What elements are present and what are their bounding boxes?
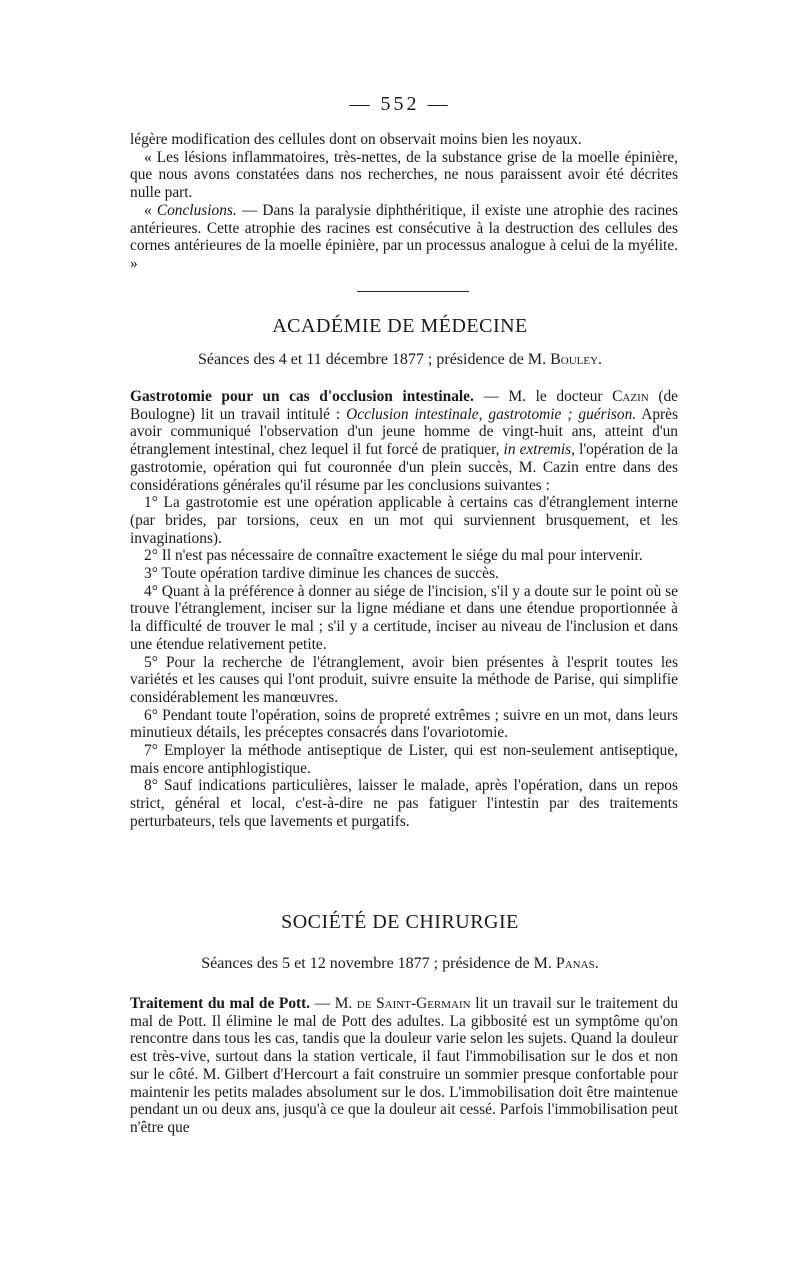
intro-paragraph-3: « Conclusions. — Dans la paralysie diphthéritique, il existe une atrophie des racines antérieures. Cette atrophie des racines est consécutive à la destruction des cellules des cornes antérieures de la moelle épinière, par un processus analogue à celui de la myélite. » <box>130 201 678 272</box>
conclusion-3: 3° Toute opération tardive diminue les chances de succès. <box>144 565 499 583</box>
gastrotomie-lead-d: l'opération de la gastrotomie, opération qui fut couronnée d'un plein succès, M. Cazin entre dans des considérations générales qu'il résume par les conclusions suivantes : <box>130 441 678 494</box>
pott-lead: — M. <box>310 995 357 1012</box>
chirurgie-session <box>0 955 800 973</box>
intro-paragraph-2: « Les lésions inflammatoires, très-nettes, de la substance grise de la moelle épinière, que nous avons constatées dans nos recherches, ne nous paraissent avoir été décrites nulle part. <box>130 148 678 202</box>
conclusion-5: 5° Pour la recherche de l'étranglement, avoir bien présentes à l'esprit toutes les variétés et les causes qui l'ont produit, suivre ensuite la méthode de Parise, qui simplifie considérablement les manœuvres. <box>130 653 678 706</box>
chirurgie-title: SOCIÉTÉ DE CHIRURGIE <box>281 911 519 933</box>
conclusions-label: Conclusions. <box>156 201 237 219</box>
gastrotomie-heading: Gastrotomie pour un cas d'occlusion intestinale. <box>130 388 474 405</box>
gastrotomie-in-extremis: in extremis, <box>503 441 575 459</box>
pott-paragraph <box>130 995 678 1137</box>
conclusion-8: 8° Sauf indications particulières, laisser le malade, après l'opération, dans un repos strict, général et local, c'est-à-dire ne pas fatiguer l'intestin par des traitements perturbateurs, tels que lavements et purgatifs. <box>130 777 678 830</box>
chirurgie-president: Panas. <box>555 955 599 972</box>
pott-body: lit un travail sur le traitement du mal de Pott. Il élimine le mal de Pott des adultes. La gibbosité est un symptôme qu'on rencontre dans tous les cas, tandis que la douleur varie selon les sujets. Quand la douleur est très-vive, surtout dans la station verticale, il faut l'immobilisation sur le dos et non sur le côté. M. Gilbert d'Hercourt a fait construire un sommier presque confortable pour maintenir les petits malades absolument sur le dos. L'immobilisation doit être maintenue pendant un ou deux ans, jusqu'à ce que la douleur ait cessé. Parfois l'immobilisation peut n'être que <box>130 995 679 1136</box>
conclusion-6: 6° Pendant toute l'opération, soins de propreté extrêmes ; suivre en un mot, dans leurs minutieux détails, les préceptes consacrés dans l'ovariotomie. <box>130 706 678 742</box>
intro-paragraph-1: légère modification des cellules dont on observait moins bien les noyaux. <box>130 131 582 148</box>
academie-president: Bouley. <box>550 351 603 368</box>
gastrotomie-lead-c: Après avoir communiqué l'observation d'un jeune homme de vingt-huit ans, atteint d'un étranglement intestinal, chez lequel il fut forcé de pratiquer, <box>130 405 678 459</box>
section-divider <box>357 291 469 292</box>
gastrotomie-author: Cazin <box>612 388 649 405</box>
conclusion-2: 2° Il n'est pas nécessaire de connaître exactement le siége du mal pour intervenir. <box>144 547 643 565</box>
pott-heading: Traitement du mal de Pott. <box>130 995 311 1012</box>
conclusion-4: 4° Quant à la préférence à donner au siége de l'incision, s'il y a doute sur le point où se trouve l'étranglement, inciser sur la ligne médiane et dans une étendue proportionnée à la difficulté de trouver le mal ; s'il y a certitude, inciser au niveau de l'inclusion et dans une étendue relativement petite. <box>130 582 678 653</box>
page-number: — 552 — <box>349 93 451 115</box>
academie-session <box>0 351 800 369</box>
chirurgie-session-text: Séances des 5 et 12 novembre 1877 ; présidence de M. <box>201 955 556 972</box>
intro-block <box>130 131 678 273</box>
gastrotomie-lead-b: (de Boulogne) lit un travail intitulé : <box>130 388 678 423</box>
conclusion-7: 7° Employer la méthode antiseptique de Lister, qui est non-seulement antiseptique, mais encore antiphlogistique. <box>130 742 678 777</box>
academie-session-text: Séances des 4 et 11 décembre 1877 ; présidence de M. <box>197 351 551 368</box>
gastrotomie-lead-a: — M. le docteur <box>473 388 613 405</box>
academie-title: ACADÉMIE DE MÉDECINE <box>272 315 528 337</box>
conclusions-text: — Dans la paralysie diphthéritique, il existe une atrophie des racines antérieures. Cette atrophie des racines est consécutive à la destruction des cellules des cornes antérieures de la moelle épinière, par un processus analogue à celui de la myélite. » <box>130 201 678 272</box>
conclusion-1: 1° La gastrotomie est une opération applicable à certains cas d'étranglement interne (par brides, par torsions, ceux en un mot qui surviennent brusquement, et les invaginations). <box>130 494 678 547</box>
chirurgie-article <box>130 995 678 1137</box>
pott-author: de Saint-Germain <box>356 995 471 1012</box>
gastrotomie-work-title: Occlusion intestinale, gastrotomie ; guérison. <box>346 405 637 423</box>
academie-article <box>130 388 678 831</box>
gastrotomie-paragraph <box>130 388 678 494</box>
